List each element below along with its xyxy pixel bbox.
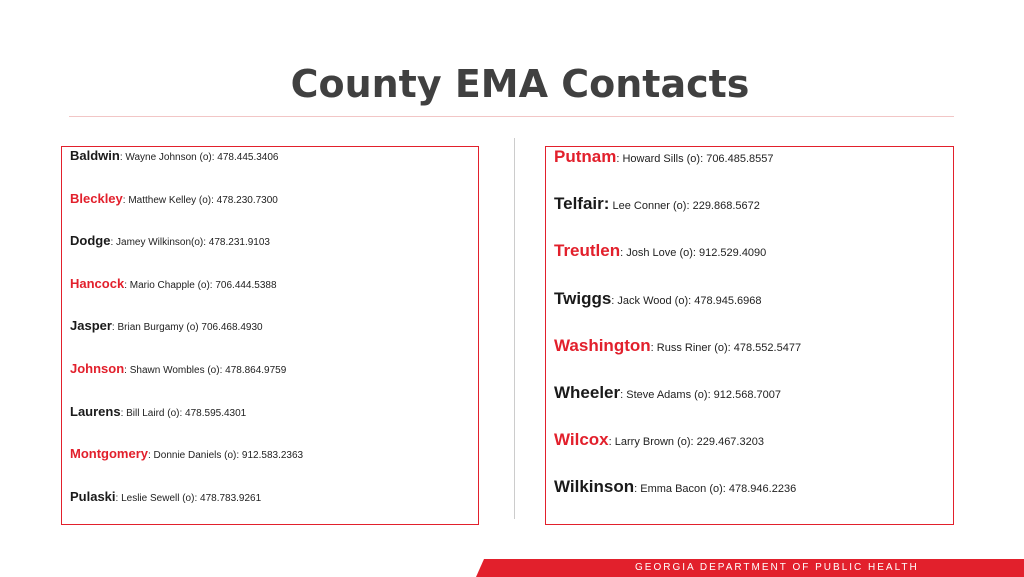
- contact-detail: : Josh Love (o): 912.529.4090: [620, 247, 767, 260]
- county-name: Baldwin: [70, 148, 120, 163]
- left-contact-entry: [70, 403, 246, 421]
- contact-detail: : Howard Sills (o): 706.485.8557: [616, 153, 774, 165]
- right-contact-entry: [554, 289, 762, 309]
- county-name: Dodge: [70, 233, 111, 249]
- contact-detail: : Larry Brown (o): 229.467.3203: [608, 436, 764, 449]
- county-name: Jasper: [70, 318, 112, 334]
- county-name: Laurens: [70, 403, 121, 419]
- contact-detail: : Russ Riner (o): 478.552.5477: [650, 341, 802, 354]
- county-name: Wilcox: [554, 430, 609, 450]
- contact-detail: : Shawn Wombles (o): 478.864.9759: [124, 365, 287, 376]
- county-name: Wheeler: [554, 383, 621, 402]
- right-contact-entry: [554, 336, 801, 356]
- left-contact-entry: [70, 488, 261, 506]
- contact-detail: : Mario Chapple (o): 706.444.5388: [124, 279, 277, 291]
- contact-detail: : Donnie Daniels (o): 912.583.2363: [148, 450, 304, 462]
- county-name: Hancock: [70, 275, 125, 291]
- county-name: Johnson: [70, 361, 125, 376]
- right-contact-entry: [554, 477, 796, 497]
- column-divider: [514, 138, 515, 519]
- right-contact-entry: [554, 147, 774, 167]
- left-contact-entry: [70, 232, 270, 250]
- footer-label: GEORGIA DEPARTMENT OF PUBLIC HEALTH: [635, 562, 919, 573]
- contact-detail: : Leslie Sewell (o): 478.783.9261: [115, 492, 262, 504]
- right-contacts-box: [545, 146, 954, 525]
- contact-detail: : Brian Burgamy (o) 706.468.4930: [111, 322, 263, 334]
- left-contact-entry: [70, 275, 277, 293]
- left-contact-entry: [70, 360, 286, 378]
- county-name: Twiggs: [554, 288, 612, 308]
- page-title: County EMA Contacts: [290, 62, 750, 106]
- county-name: Montgomery: [70, 446, 148, 462]
- county-name: Putnam: [554, 147, 617, 166]
- contact-detail: : Jack Wood (o): 478.945.6968: [611, 294, 762, 307]
- contact-detail: : Matthew Kelley (o): 478.230.7300: [122, 194, 278, 206]
- contact-detail: : Steve Adams (o): 912.568.7007: [620, 389, 781, 401]
- left-contact-entry: [70, 317, 263, 335]
- right-contact-entry: [554, 194, 760, 214]
- title-underline: [69, 116, 954, 117]
- county-name: Telfair:: [554, 194, 610, 214]
- left-contact-entry: [70, 445, 303, 463]
- contact-detail: : Jamey Wilkinson(o): 478.231.9103: [110, 237, 270, 249]
- right-contact-entry: [554, 241, 766, 261]
- left-contacts-box: [61, 146, 479, 525]
- county-name: Bleckley: [70, 190, 123, 206]
- left-contact-entry: [70, 190, 278, 208]
- county-name: Pulaski: [70, 488, 116, 504]
- contact-detail: : Bill Laird (o): 478.595.4301: [120, 407, 247, 419]
- right-contact-entry: [554, 430, 764, 450]
- contact-detail: : Wayne Johnson (o): 478.445.3406: [119, 152, 279, 163]
- county-name: Wilkinson: [554, 477, 635, 497]
- right-contact-entry: [554, 383, 781, 403]
- contact-detail: : Emma Bacon (o): 478.946.2236: [634, 483, 797, 496]
- contact-detail: Lee Conner (o): 229.868.5672: [609, 200, 760, 213]
- county-name: Treutlen: [554, 241, 621, 261]
- county-name: Washington: [554, 335, 651, 355]
- left-contact-entry: [70, 147, 278, 165]
